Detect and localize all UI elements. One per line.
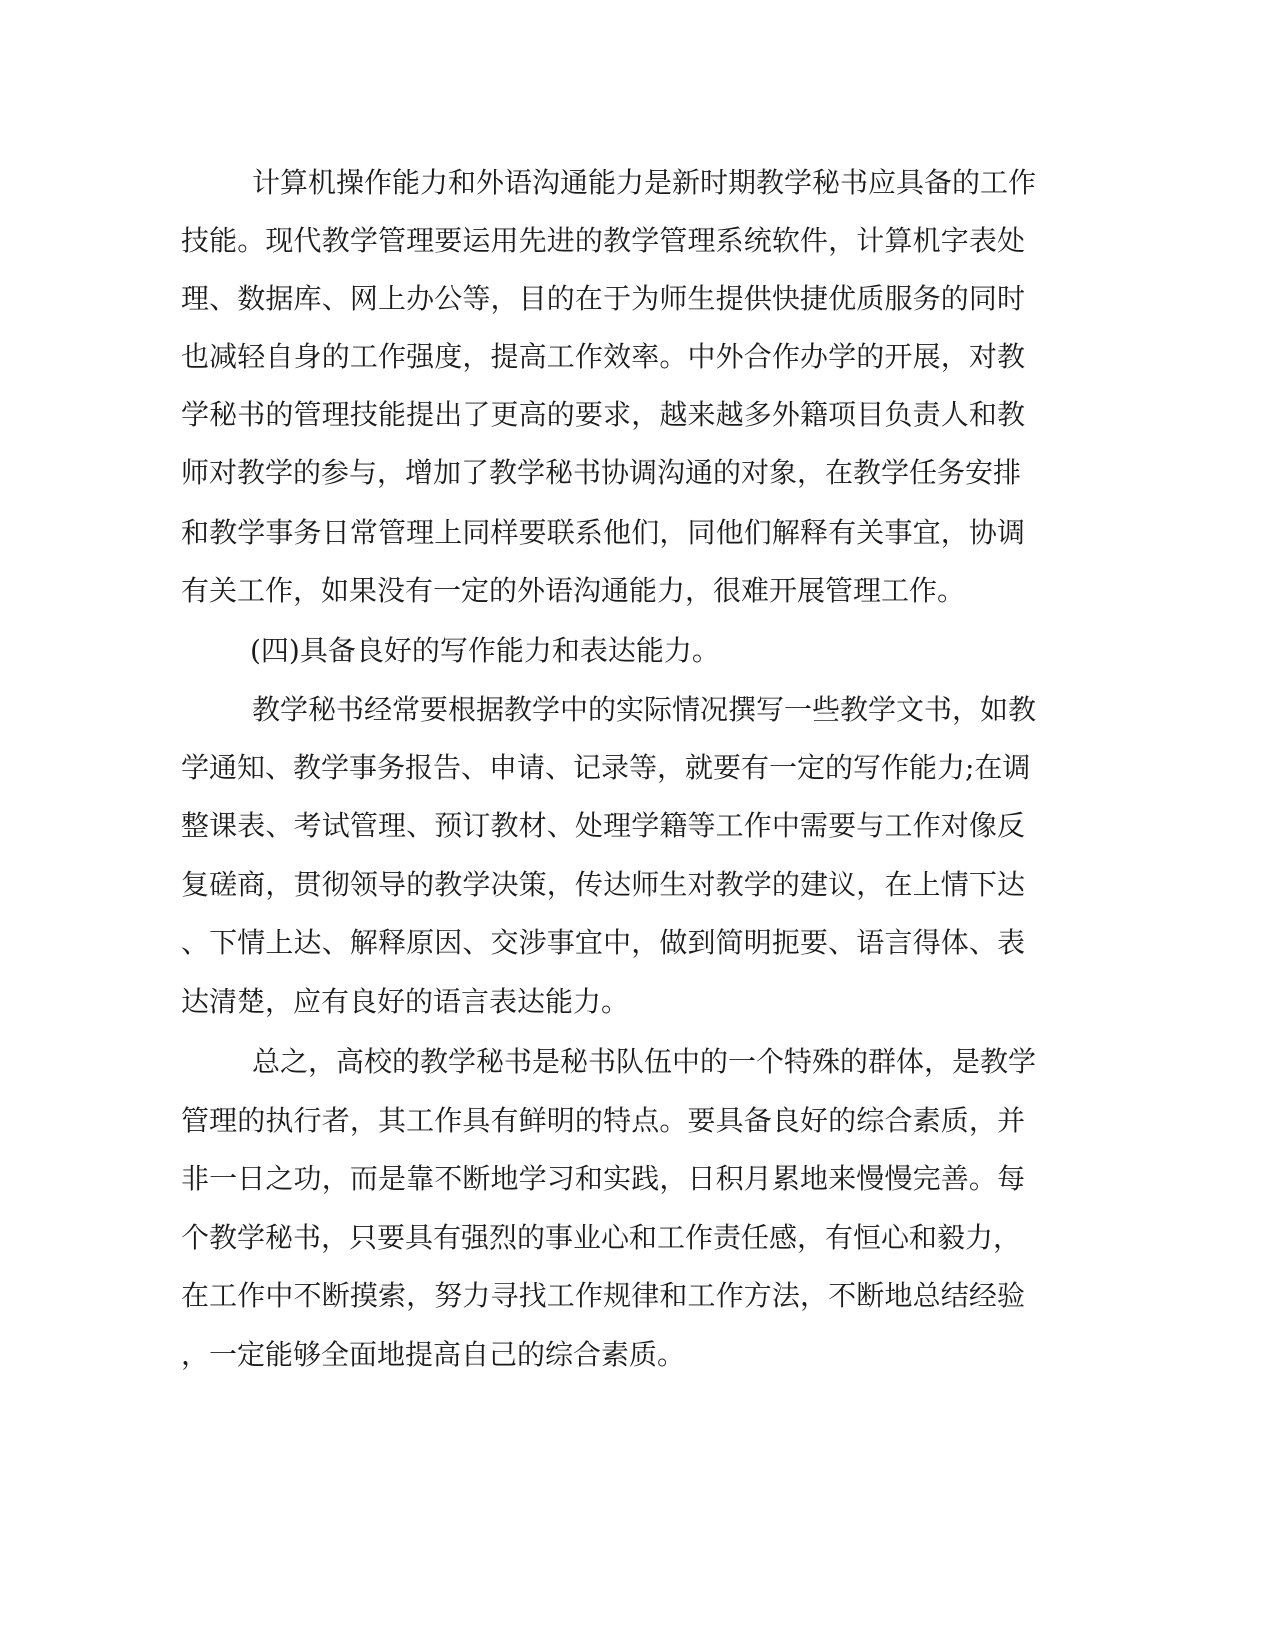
line-text: 也减轻自身的工作强度，提高工作效率。中外合作办学的开展，对教: [181, 340, 1025, 373]
line-text: 计算机操作能力和外语沟通能力是新时期教学秘书应具备的工作: [252, 166, 1037, 199]
paragraph-line: [0, 571, 1275, 611]
line-text: 达清楚，应有良好的语言表达能力。: [181, 985, 630, 1018]
line-text: 整课表、考试管理、预订教材、处理学籍等工作中需要与工作对像反: [181, 809, 1025, 842]
line-text: 理、数据库、网上办公等，目的在于为师生提供快捷优质服务的同时: [181, 282, 1025, 315]
paragraph-line: [0, 982, 1275, 1022]
paragraph-line: [0, 806, 1275, 846]
section-heading-text: (四)具备良好的写作能力和表达能力。: [250, 634, 720, 667]
paragraph-line: [0, 1159, 1275, 1199]
paragraph-line: [0, 1335, 1275, 1375]
line-text: 技能。现代教学管理要运用先进的教学管理系统软件，计算机字表处: [181, 224, 1025, 257]
paragraph-line: [0, 865, 1275, 905]
line-text: 复磋商，贯彻领导的教学决策，传达师生对教学的建议，在上情下达: [181, 868, 1025, 901]
line-text: 师对教学的参与，增加了教学秘书协调沟通的对象，在教学任务安排: [181, 456, 1022, 489]
line-text: 个教学秘书，只要具有强烈的事业心和工作责任感，有恒心和毅力，: [181, 1221, 1022, 1254]
paragraph-line: [0, 513, 1275, 553]
line-text: 教学秘书经常要根据教学中的实际情况撰写一些教学文书，如教: [252, 693, 1037, 726]
line-text: 总之，高校的教学秘书是秘书队伍中的一个特殊的群体，是教学: [252, 1045, 1037, 1078]
paragraph-line: [0, 163, 1275, 203]
paragraph-line: [0, 279, 1275, 319]
paragraph-line: [0, 395, 1275, 435]
line-text: 非一日之功，而是靠不断地学习和实践，日积月累地来慢慢完善。每: [181, 1162, 1025, 1195]
paragraph-line: [0, 337, 1275, 377]
line-text: 在工作中不断摸索，努力寻找工作规律和工作方法，不断地总结经验: [181, 1279, 1025, 1312]
paragraph-line: [0, 690, 1275, 730]
line-text: 学秘书的管理技能提出了更高的要求，越来越多外籍项目负责人和教: [181, 398, 1025, 431]
paragraph-line: [0, 1101, 1275, 1141]
section-heading: [0, 631, 1275, 671]
paragraph-line: [0, 923, 1275, 963]
line-text: 、下情上达、解释原因、交涉事宜中，做到简明扼要、语言得体、表: [181, 926, 1025, 959]
paragraph-line: [0, 748, 1275, 788]
line-text: 学通知、教学事务报告、申请、记录等，就要有一定的写作能力;在调: [181, 751, 1031, 784]
line-text: ，一定能够全面地提高自己的综合素质。: [181, 1338, 686, 1371]
paragraph-line: [0, 1218, 1275, 1258]
paragraph-line: [0, 1276, 1275, 1316]
paragraph-line: [0, 453, 1275, 493]
line-text: 和教学事务日常管理上同样要联系他们，同他们解释有关事宜，协调: [181, 516, 1025, 549]
paragraph-line: [0, 1042, 1275, 1082]
line-text: 有关工作，如果没有一定的外语沟通能力，很难开展管理工作。: [181, 574, 966, 607]
paragraph-line: [0, 221, 1275, 261]
line-text: 管理的执行者，其工作具有鲜明的特点。要具备良好的综合素质，并: [181, 1104, 1025, 1137]
